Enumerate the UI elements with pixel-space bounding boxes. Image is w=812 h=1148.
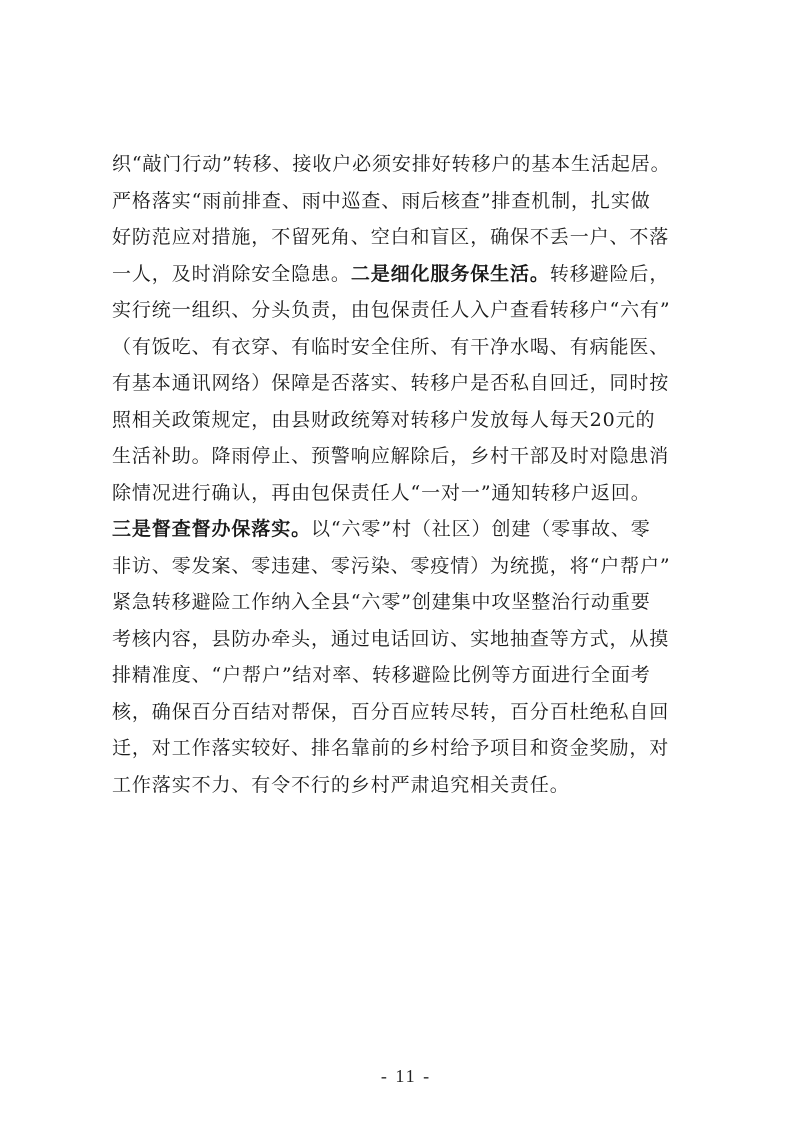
bold-lead-phrase: 二是细化服务保生活。 [350,262,550,285]
text-segment: 照相关政策规定，由县财政统筹对转移户发放每人每天20元的 [112,408,656,431]
text-segment: 考核内容，县防办牵头，通过电话回访、实地抽查等方式，从摸 [112,627,670,650]
text-segment: 生活补助。降雨停止、预警响应解除后，乡村干部及时对隐患消 [112,445,670,467]
text-segment: 一人，及时消除安全隐患。 [112,262,351,285]
text-line [112,475,712,512]
text-line [112,402,712,439]
text-line [112,256,712,293]
text-segment: 非访、零发案、零违建、零污染、零疫情）为统揽，将“户帮户” [112,554,671,577]
text-line [112,511,712,548]
text-line [112,438,712,475]
text-line [112,548,712,585]
text-line [112,657,712,694]
body-paragraph [112,146,712,803]
text-line [112,292,712,329]
bold-lead-phrase: 三是督查督办保落实。 [112,518,312,540]
text-segment: （有饭吃、有衣穿、有临时安全住所、有干净水喝、有病能医、 [112,335,670,358]
text-segment: 严格落实“雨前排查、雨中巡查、雨后核查”排查机制，扎实做 [112,189,651,212]
text-segment: 好防范应对措施，不留死角、空白和盲区，确保不丢一户、不落 [112,226,670,248]
text-segment: 转移避险后， [549,262,670,285]
text-segment: 除情况进行确认，再由包保责任人“一对一”通知转移户返回。 [112,481,651,504]
text-line [112,329,712,366]
text-segment: 紧急转移避险工作纳入全县“六零”创建集中攻坚整治行动重要 [112,591,651,613]
text-segment: 织“敲门行动”转移、接收户必须安排好转移户的基本生活起居。 [112,153,671,175]
text-segment: 实行统一组织、分头负责，由包保责任人入户查看转移户“六有” [112,299,671,321]
text-segment: 有基本通讯网络）保障是否落实、转移户是否私自回迁，同时按 [112,372,670,394]
text-segment: 排精准度、“户帮户”结对率、转移避险比例等方面进行全面考 [112,664,651,686]
text-segment: 迁，对工作落实较好、排名靠前的乡村给予项目和资金奖励，对 [112,737,670,759]
text-line [112,694,712,731]
page-number: - 11 - [380,1066,432,1086]
text-segment: 以“六零”村（社区）创建（零事故、零 [311,518,651,540]
text-line [112,146,712,183]
text-line [112,730,712,767]
text-segment: 工作落实不力、有令不行的乡村严肃追究相关责任。 [112,773,570,796]
text-segment: 核，确保百分百结对帮保，百分百应转尽转，百分百杜绝私自回 [112,700,670,723]
text-line [112,365,712,402]
text-line [112,183,712,220]
text-line [112,621,712,658]
text-line [112,767,712,804]
text-line [112,219,712,256]
text-line [112,584,712,621]
